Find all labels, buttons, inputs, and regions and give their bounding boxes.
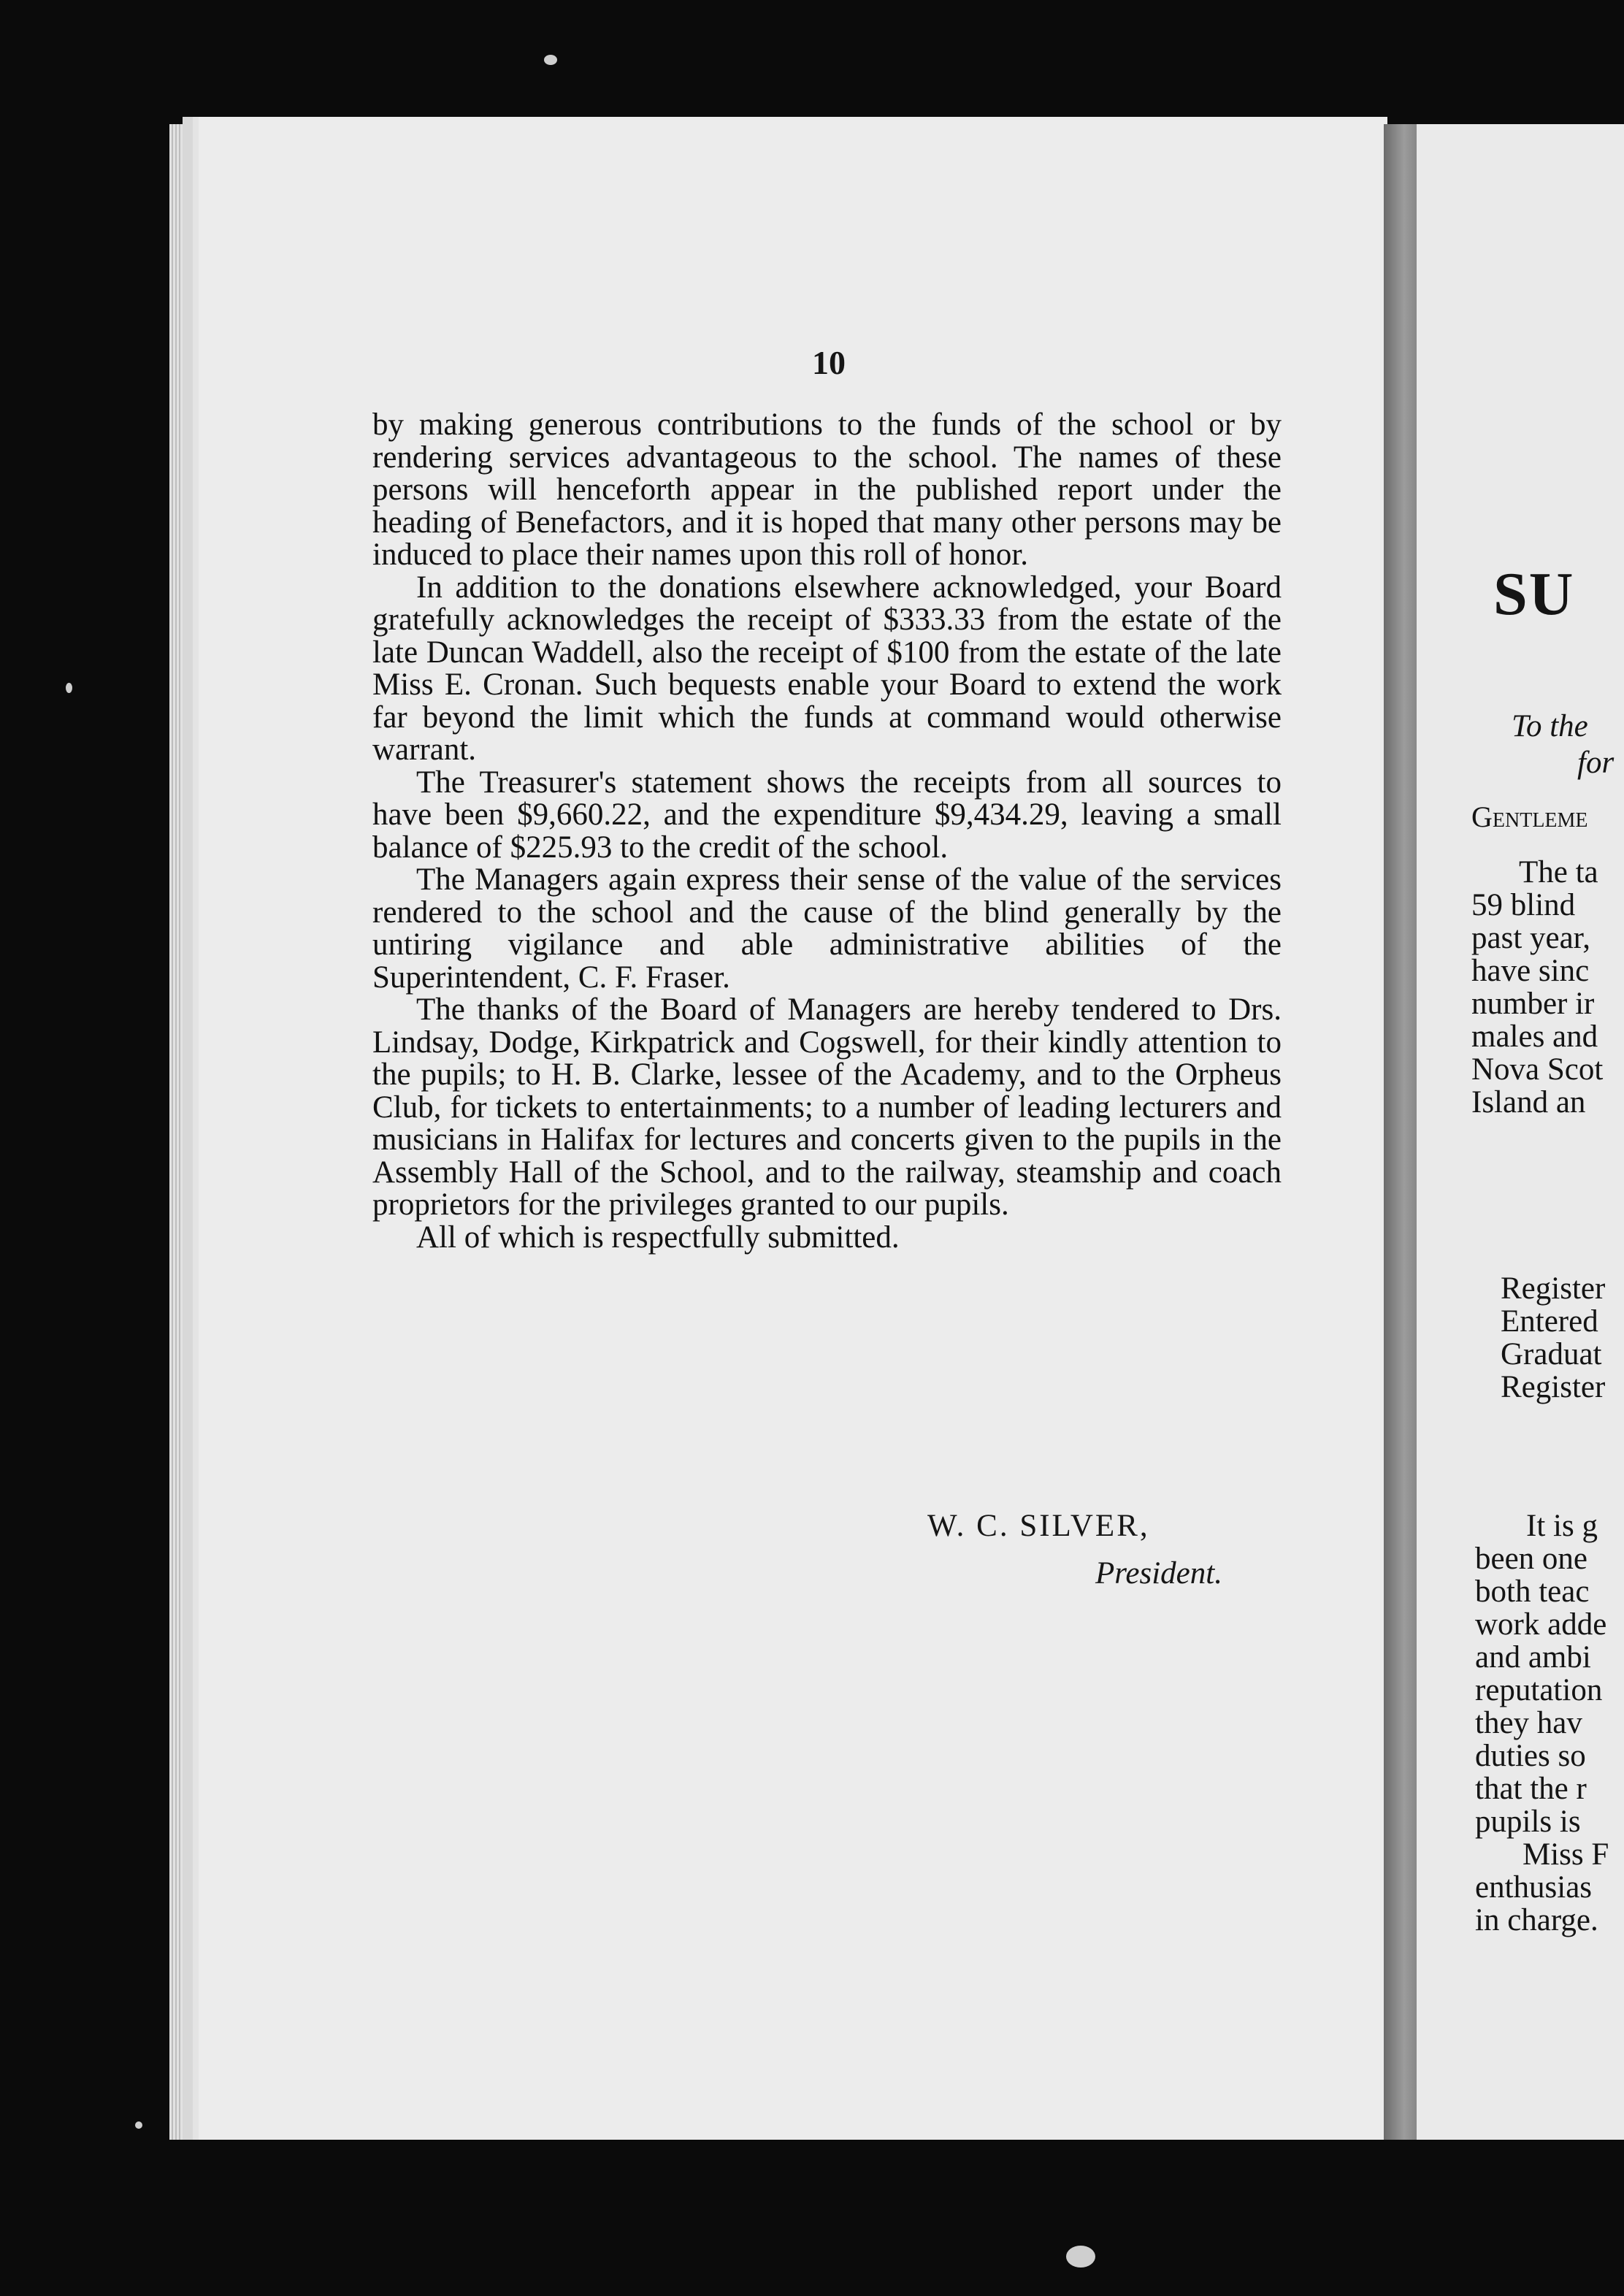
scan-speck xyxy=(1066,2246,1095,2268)
right-page xyxy=(1417,124,1624,2140)
right-address-line: for xyxy=(1577,746,1615,780)
right-table-line: Entered xyxy=(1501,1304,1598,1339)
right-line: been one xyxy=(1475,1542,1588,1576)
signature-title: President. xyxy=(1095,1556,1222,1591)
signature-name: W. C. SILVER, xyxy=(927,1509,1150,1543)
right-heading: SU xyxy=(1493,560,1575,628)
right-table-line: Graduat xyxy=(1501,1337,1602,1371)
right-line: have sinc xyxy=(1471,954,1590,988)
right-line: that the r xyxy=(1475,1772,1587,1806)
right-line: past year, xyxy=(1471,921,1591,955)
right-line: reputation xyxy=(1475,1673,1603,1707)
right-line: in charge. xyxy=(1475,1903,1598,1937)
right-line: they hav xyxy=(1475,1706,1582,1740)
scan-speck xyxy=(66,683,72,693)
right-line: pupils is xyxy=(1475,1805,1581,1839)
right-salutation: Gentleme xyxy=(1471,800,1588,833)
right-line: number ir xyxy=(1471,987,1595,1021)
right-line: enthusias xyxy=(1475,1870,1593,1905)
paragraph: The Treasurer's statement shows the receipts from all sources to have been $9,660.22, and the expenditure $9,434.29, leaving a small balance of $225.93 to the credit of the school. xyxy=(372,765,1282,865)
report-body xyxy=(372,409,1282,1254)
paragraph: by making generous contributions to the funds of the school or by rendering services advantageous to the school. The names of these persons will henceforth appear in the published report under the heading of Benefactors, and it is hoped that many other persons may be induced to place their names upon this roll of honor. xyxy=(372,407,1282,572)
page-number: 10 xyxy=(812,344,846,381)
paragraph: The Managers again express their sense of the value of the services rendered to the school and the cause of the blind generally by the untiring vigilance and able administrative abilities of the Superintendent, C. F. Fraser. xyxy=(372,862,1282,995)
right-table-line: Register xyxy=(1501,1370,1606,1404)
right-line: Nova Scot xyxy=(1471,1052,1604,1087)
paragraph: All of which is respectfully submitted. xyxy=(416,1220,900,1255)
right-line: It is g xyxy=(1526,1509,1598,1543)
right-table-line: Register xyxy=(1501,1271,1606,1306)
right-address-line: To the xyxy=(1512,709,1588,743)
paragraph: In addition to the donations elsewhere acknowledged, your Board gratefully acknowledges the receipt of $333.33 from the estate of the late Duncan Waddell, also the receipt of $100 from the estate of the late Miss E. Cronan. Such bequests enable your Board to extend the work far beyond the limit which the funds at command would otherwise warrant. xyxy=(372,570,1282,767)
scan-speck xyxy=(135,2121,142,2129)
right-line: Miss F xyxy=(1522,1837,1609,1872)
right-line: The ta xyxy=(1519,855,1598,889)
right-line: and ambi xyxy=(1475,1640,1591,1675)
right-line: 59 blind xyxy=(1471,888,1576,922)
right-line: both teac xyxy=(1475,1574,1590,1609)
paragraph: The thanks of the Board of Managers are hereby tendered to Drs. Lindsay, Dodge, Kirkpatrick and Cogswell, for their kindly attention to the pupils; to H. B. Clarke, lessee of the Academy, and to the Orpheus Club, for tickets to entertainments; to a number of leading lecturers and musicians in Halifax for lectures and concerts given to the pupils in the Assembly Hall of the School, and to the railway, steamship and coach proprietors for the privileges granted to our pupils. xyxy=(372,992,1282,1222)
right-line: duties so xyxy=(1475,1739,1586,1773)
right-line: Island an xyxy=(1471,1085,1586,1120)
scan-speck xyxy=(544,55,557,65)
right-line: males and xyxy=(1471,1019,1598,1054)
right-line: work adde xyxy=(1475,1607,1607,1642)
